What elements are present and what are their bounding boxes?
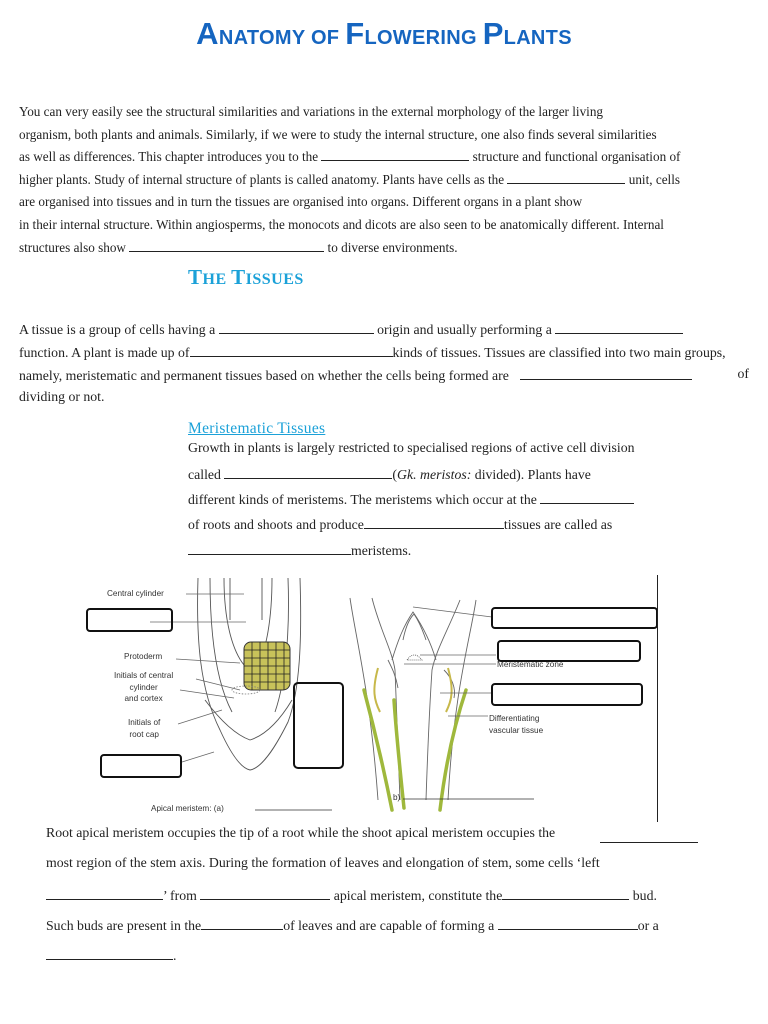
section-heading-meristematic: Meristematic Tissues [188, 420, 326, 437]
section-heading-tissues: THE TISSUES [188, 265, 304, 289]
answer-box-shoot-3[interactable] [491, 683, 643, 706]
apical-line: Such buds are present in the of leaves and are capable of forming a or a [46, 918, 659, 933]
blank-field[interactable] [201, 916, 283, 930]
intro-line: structures also show to diverse environments. [19, 239, 458, 255]
blank-field[interactable] [46, 886, 163, 900]
vascular-strands [364, 690, 466, 810]
meristem-line: meristems. [188, 541, 411, 559]
apical-line: Root apical meristem occupies the tip of a root while the shoot apical meristem occupies the [46, 825, 698, 841]
intro-paragraph [19, 101, 749, 259]
blank-field[interactable] [129, 238, 324, 252]
label-differentiating-vascular-tissue: Differentiating vascular tissue [489, 714, 544, 735]
answer-box-root-2[interactable] [293, 682, 344, 769]
tissues-line: A tissue is a group of cells having a origin and usually performing a [19, 320, 683, 338]
label-initials-central-cylinder: Initials of central cylinder and cortex [114, 671, 174, 703]
blank-field[interactable] [600, 829, 698, 843]
answer-box-shoot-1[interactable] [491, 607, 658, 629]
meristem-line: called (Gk. meristos: divided). Plants have [188, 467, 591, 482]
caption-a: Apical meristem: (a) [151, 804, 224, 813]
page-title: ANATOMY OF FLOWERING PLANTS [196, 16, 572, 51]
blank-field[interactable] [364, 515, 504, 529]
answer-box-root-3[interactable] [100, 754, 182, 778]
intro-line: You can very easily see the structural similarities and variations in the external morphology of the larger living [19, 104, 604, 119]
blank-field[interactable] [46, 946, 173, 960]
blank-field[interactable] [190, 343, 393, 357]
apical-line: . [46, 946, 176, 964]
blank-field[interactable] [502, 886, 629, 900]
leaf-primordia [374, 668, 451, 712]
tissues-line: dividing or not. [19, 389, 105, 404]
shoot-tip-drawing [350, 598, 476, 800]
label-meristematic-zone: Meristematic zone [497, 660, 564, 669]
apical-line: ’ from apical meristem, constitute the bud. [46, 886, 657, 904]
figure-divider [657, 575, 658, 822]
blank-field[interactable] [200, 886, 330, 900]
intro-line: organism, both plants and animals. Similarly, if we were to study the internal structure, one also finds several similarities [19, 126, 657, 142]
intro-line: in their internal structure. Within angiosperms, the monocots and dicots are also seen to be anatomically different. Internal [19, 216, 664, 232]
label-protoderm: Protoderm [124, 652, 163, 661]
answer-box-shoot-2[interactable] [497, 640, 641, 662]
tissues-line: function. A plant is made up of kinds of tissues. Tissues are classified into two main groups, [19, 345, 726, 360]
tissues-line: namely, meristematic and permanent tissues based on whether the cells being formed are of [19, 366, 749, 383]
blank-field[interactable] [520, 366, 692, 380]
answer-box-root-1[interactable] [86, 608, 173, 632]
blank-field[interactable] [540, 490, 634, 504]
blank-field[interactable] [507, 170, 625, 184]
label-central-cylinder: Central cylinder [107, 589, 164, 598]
label-initials-root-cap: Initials of root cap [128, 718, 161, 739]
blank-field[interactable] [219, 320, 374, 334]
blank-field[interactable] [224, 465, 392, 479]
meristem-line: Growth in plants is largely restricted to specialised regions of active cell division [188, 440, 635, 455]
apical-line: most region of the stem axis. During the formation of leaves and elongation of stem, some cells ‘left [46, 855, 600, 870]
blank-field[interactable] [498, 916, 638, 930]
intro-line: are organised into tissues and in turn the tissues are organised into organs. Different organs in a plant show [19, 194, 583, 210]
caption-b: b) [393, 793, 401, 802]
meristem-line: different kinds of meristems. The meristems which occur at the [188, 490, 634, 508]
meristem-cell-cluster [232, 642, 290, 694]
intro-line: higher plants. Study of internal structure of plants is called anatomy. Plants have cells as the unit, cells [19, 171, 681, 187]
blank-field[interactable] [555, 320, 683, 334]
meristem-line: of roots and shoots and produce tissues are called as [188, 517, 613, 532]
blank-field[interactable] [321, 147, 469, 161]
blank-field[interactable] [188, 541, 351, 555]
intro-line: as well as differences. This chapter introduces you to the structure and functional organisation of [19, 149, 681, 165]
